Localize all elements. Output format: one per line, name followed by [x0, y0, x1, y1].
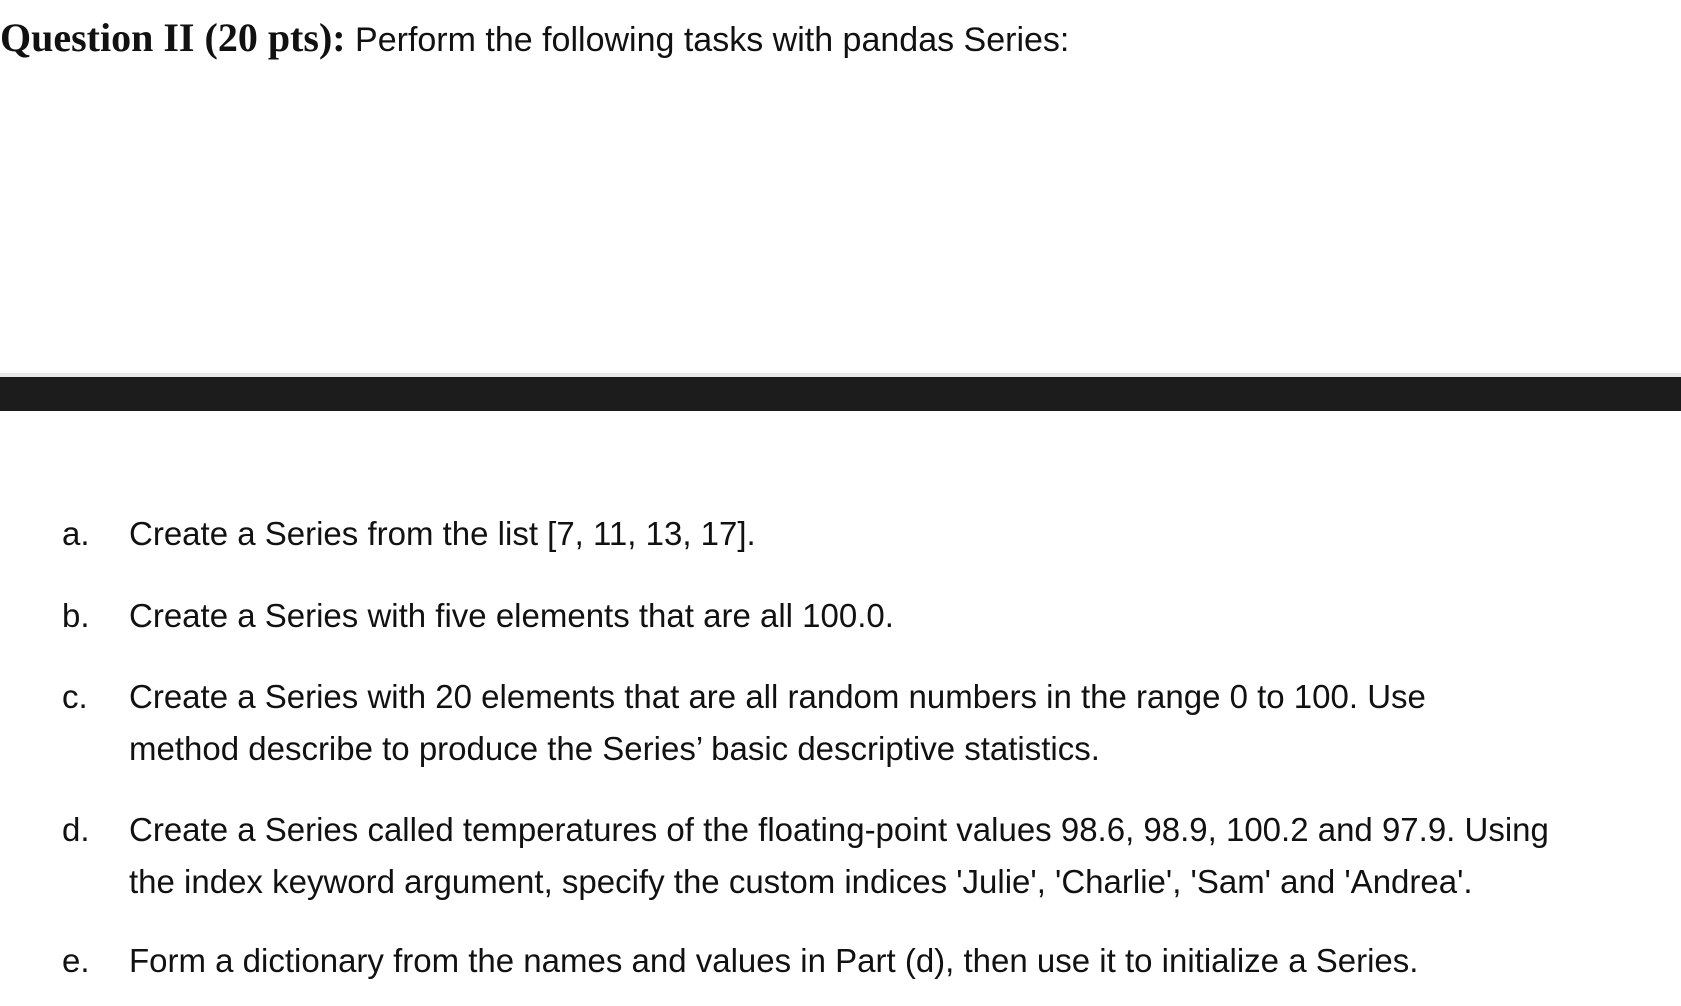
task-letter: a. — [62, 515, 90, 552]
task-text: Create a Series with five elements that are all 100.0. — [129, 597, 894, 634]
task-letter: e. — [62, 942, 90, 979]
question-title: Question II (20 pts): — [0, 15, 346, 60]
task-text: Create a Series called temperatures of the floating-point values 98.6, 98.9, 100.2 and 97.9. Using the index keyword argument, specify the custom indices 'Julie', 'Charlie', 'Sam' and 'Andrea'. — [129, 811, 1549, 900]
task-letter: b. — [62, 597, 90, 634]
task-letter: c. — [62, 678, 88, 715]
question-instruction: Perform the following tasks with pandas Series: — [345, 21, 1070, 59]
task-text: Create a Series with 20 elements that are all random numbers in the range 0 to 100. Use method describe to produce the Series’ basic descriptive statistics. — [129, 678, 1426, 767]
task-text: Form a dictionary from the names and values in Part (d), then use it to initialize a Series. — [129, 942, 1419, 979]
task-letter: d. — [62, 811, 90, 848]
task-text: Create a Series from the list [7, 11, 13, 17]. — [129, 515, 756, 552]
